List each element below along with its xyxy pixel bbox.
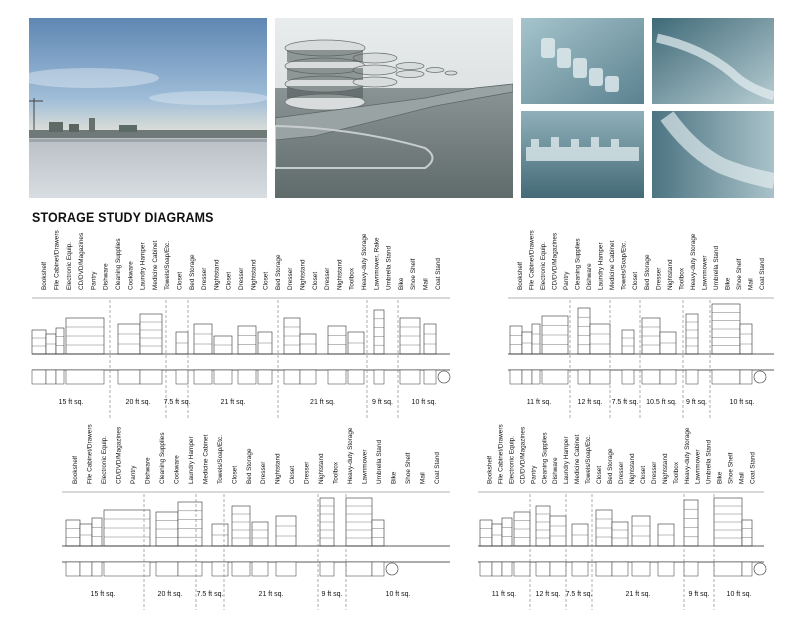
storage-item-label: Dresser bbox=[324, 267, 332, 290]
zone-area-label: 11 ft sq. bbox=[526, 399, 552, 406]
storage-unit-elevation bbox=[502, 518, 512, 546]
storage-item-label: Toolbox bbox=[678, 267, 686, 290]
storage-item-label: Dresser bbox=[287, 267, 295, 290]
storage-item-label: Mail bbox=[419, 472, 427, 484]
storage-item-label: Dresser bbox=[650, 461, 658, 484]
storage-unit-plan bbox=[80, 562, 92, 576]
zone-area-label: 9 ft sq. bbox=[321, 591, 343, 598]
storage-unit-plan bbox=[590, 370, 610, 384]
storage-unit-plan bbox=[612, 562, 628, 576]
storage-unit-elevation bbox=[194, 324, 212, 354]
storage-item-label: Dresser bbox=[303, 461, 311, 484]
storage-item-label: CD/DVD/Magazines bbox=[78, 232, 86, 290]
storage-item-label: Toolbox bbox=[332, 461, 340, 484]
zone-area-label: 10 ft sq. bbox=[729, 399, 755, 406]
storage-unit-plan bbox=[178, 562, 202, 576]
storage-item-label: Heavy-duty Storage bbox=[690, 233, 697, 290]
storage-item-label: Nightstand bbox=[299, 259, 307, 290]
storage-item-label: Laundry Hamper bbox=[597, 242, 605, 290]
storage-item-label: Bookshelf bbox=[486, 455, 494, 484]
storage-item-label: Dresser bbox=[618, 461, 625, 484]
storage-item-label: Nightstand bbox=[336, 259, 344, 290]
storage-item-label: Electronic Equip. bbox=[508, 436, 516, 484]
storage-unit-elevation bbox=[66, 520, 80, 546]
storage-item-label: Closet bbox=[639, 465, 647, 484]
storage-unit-plan bbox=[348, 370, 364, 384]
storage-unit-plan bbox=[374, 370, 384, 384]
storage-unit-plan bbox=[92, 562, 102, 576]
zone-area-label: 21 ft sq. bbox=[625, 591, 651, 598]
storage-item-label: Bed Storage bbox=[607, 448, 614, 484]
storage-item-label: Electronic Equip. bbox=[101, 436, 109, 484]
storage-item-label: Mail bbox=[738, 472, 746, 484]
storage-item-label: Toolbox bbox=[348, 267, 356, 290]
storage-item-label: Coat Stand bbox=[434, 258, 442, 290]
zone-area-label: 9 ft sq. bbox=[688, 591, 710, 598]
storage-unit-plan bbox=[522, 370, 532, 384]
page-title: STORAGE STUDY DIAGRAMS bbox=[32, 210, 214, 225]
storage-unit-plan bbox=[492, 562, 502, 576]
storage-item-label: Cleaning Supplies bbox=[159, 432, 166, 484]
storage-item-label: CD/DVD/Magazines bbox=[551, 232, 559, 290]
storage-unit-plan bbox=[140, 370, 162, 384]
coat-stand-plan bbox=[438, 371, 450, 383]
storage-item-label: Dishware bbox=[586, 263, 593, 290]
storage-item-label: Pantry bbox=[90, 271, 98, 290]
storage-item-label: CD/DVD/Magazines bbox=[115, 426, 123, 484]
storage-unit-elevation bbox=[92, 518, 102, 546]
storage-unit-plan bbox=[104, 562, 150, 576]
storage-item-label: Lawnmower bbox=[361, 449, 369, 484]
storage-unit-elevation bbox=[252, 522, 268, 546]
storage-item-label: Medicine Cabinet bbox=[202, 434, 210, 484]
storage-item-label: Electronic Equip. bbox=[65, 242, 73, 290]
storage-item-label: Bike bbox=[724, 277, 732, 290]
storage-item-label: Bed Storage bbox=[643, 254, 651, 290]
storage-unit-plan bbox=[56, 370, 64, 384]
storage-unit-plan bbox=[632, 562, 650, 576]
storage-item-label: Closet bbox=[289, 465, 297, 484]
storage-unit-plan bbox=[346, 562, 372, 576]
storage-item-label: File Cabinet/Drawers bbox=[86, 424, 94, 484]
storage-item-label: Shoe Shelf bbox=[736, 258, 744, 290]
storage-item-label: File Cabinet/Drawers bbox=[53, 230, 61, 290]
storage-item-label: Medicine Cabinet bbox=[609, 240, 617, 290]
storage-unit-elevation bbox=[578, 308, 590, 354]
storage-unit-elevation bbox=[118, 324, 140, 354]
storage-unit-plan bbox=[596, 562, 612, 576]
storage-item-label: Shoe Shelf bbox=[404, 452, 412, 484]
storage-item-label: Closet bbox=[596, 465, 604, 484]
storage-unit-plan bbox=[532, 370, 540, 384]
storage-unit-elevation bbox=[510, 326, 522, 354]
storage-item-label: Dishware bbox=[144, 457, 152, 484]
storage-unit-plan bbox=[118, 370, 140, 384]
zone-area-label: 7.5 ft sq. bbox=[196, 591, 224, 598]
coat-stand-plan bbox=[754, 563, 766, 575]
storage-item-label: Nightstand bbox=[274, 453, 282, 484]
storage-unit-elevation bbox=[480, 520, 492, 546]
storage-item-label: Heavy-duty Storage bbox=[347, 427, 354, 484]
storage-unit-plan bbox=[714, 562, 742, 576]
zone-area-label: 10 ft sq. bbox=[385, 591, 411, 598]
storage-item-label: Lawnmower bbox=[694, 449, 702, 484]
storage-item-label: Heavy-duty Storage bbox=[683, 427, 691, 484]
storage-item-label: Towels/Soap/Etc. bbox=[620, 240, 628, 290]
storage-unit-plan bbox=[740, 370, 752, 384]
storage-unit-elevation bbox=[424, 324, 436, 354]
storage-unit-elevation bbox=[56, 328, 64, 354]
storage-unit-plan bbox=[660, 370, 676, 384]
storage-item-label: Towels/Soap/Etc. bbox=[585, 434, 593, 484]
storage-unit-plan bbox=[742, 562, 752, 576]
storage-item-label: Bed Storage bbox=[245, 448, 253, 484]
storage-item-label: Mail bbox=[747, 278, 755, 290]
storage-unit-plan bbox=[372, 562, 384, 576]
zone-area-label: 7.5 ft sq. bbox=[611, 399, 639, 406]
storage-item-label: Cleaning Supplies bbox=[115, 238, 122, 290]
storage-item-label: Dishware bbox=[552, 457, 560, 484]
storage-item-label: Cookware bbox=[173, 455, 181, 484]
storage-item-label: Closet bbox=[225, 271, 233, 290]
storage-item-label: Closet bbox=[632, 271, 640, 290]
storage-unit-plan bbox=[328, 370, 346, 384]
storage-item-label: Mail bbox=[422, 278, 430, 290]
storage-unit-plan bbox=[232, 562, 250, 576]
zone-area-label: 21 ft sq. bbox=[220, 399, 246, 406]
storage-unit-plan bbox=[300, 370, 316, 384]
storage-unit-elevation bbox=[742, 520, 752, 546]
storage-item-label: File Cabinet/Drawers bbox=[528, 230, 536, 290]
storage-unit-plan bbox=[686, 370, 698, 384]
storage-unit-elevation bbox=[532, 324, 540, 354]
storage-item-label: Umbrella Stand bbox=[385, 245, 393, 290]
storage-item-label: Laundry Hamper bbox=[563, 436, 571, 484]
storage-item-label: Cleaning Supplies bbox=[541, 432, 549, 484]
storage-unit-plan bbox=[542, 370, 568, 384]
storage-item-label: Coat Stand bbox=[759, 258, 767, 290]
storage-unit-plan bbox=[480, 562, 492, 576]
storage-unit-elevation bbox=[612, 522, 628, 546]
storage-item-label: Towels/Soap/Etc. bbox=[164, 240, 172, 290]
storage-unit-elevation bbox=[622, 330, 634, 354]
storage-unit-plan bbox=[712, 370, 740, 384]
storage-unit-elevation bbox=[178, 502, 202, 546]
zone-area-label: 11 ft sq. bbox=[491, 591, 517, 598]
storage-item-label: Dresser bbox=[201, 267, 209, 290]
storage-unit-plan bbox=[194, 370, 212, 384]
storage-unit-plan bbox=[238, 370, 256, 384]
storage-unit-plan bbox=[658, 562, 674, 576]
storage-unit-plan bbox=[258, 370, 272, 384]
coat-stand-plan bbox=[386, 563, 398, 575]
storage-item-label: Lawnmower bbox=[701, 255, 709, 290]
diagram-bottom-left bbox=[62, 424, 450, 610]
zone-area-label: 20 ft sq. bbox=[157, 591, 183, 598]
zone-area-label: 9 ft sq. bbox=[685, 399, 708, 406]
zone-area-label: 20 ft sq. bbox=[125, 399, 151, 406]
storage-unit-plan bbox=[320, 562, 334, 576]
storage-item-label: Nightstand bbox=[213, 259, 221, 290]
storage-unit-elevation bbox=[536, 506, 550, 546]
storage-item-label: Towels/Soap/Etc. bbox=[216, 434, 224, 484]
diagram-top-left bbox=[32, 230, 450, 418]
storage-unit-elevation bbox=[632, 516, 650, 546]
storage-unit-elevation bbox=[374, 310, 384, 354]
storage-item-label: Heavy-duty Storage bbox=[361, 233, 368, 290]
zone-area-label: 15 ft sq. bbox=[58, 399, 84, 406]
storage-unit-elevation bbox=[32, 330, 46, 354]
storage-item-label: Cookware bbox=[127, 261, 135, 290]
storage-unit-plan bbox=[66, 370, 104, 384]
storage-unit-plan bbox=[502, 562, 512, 576]
storage-unit-plan bbox=[572, 562, 588, 576]
storage-item-label: Bed Storage bbox=[188, 254, 196, 290]
storage-unit-plan bbox=[424, 370, 436, 384]
storage-unit-elevation bbox=[372, 520, 384, 546]
storage-item-label: Dishware bbox=[102, 263, 110, 290]
storage-unit-plan bbox=[622, 370, 634, 384]
storage-unit-elevation bbox=[590, 324, 610, 354]
diagram-bottom-right bbox=[478, 424, 766, 610]
storage-unit-elevation bbox=[328, 326, 346, 354]
storage-item-label: Shoe Shelf bbox=[410, 258, 418, 290]
storage-item-label: Nightstand bbox=[250, 259, 258, 290]
storage-item-label: Coat Stand bbox=[749, 452, 757, 484]
storage-unit-plan bbox=[32, 370, 46, 384]
storage-unit-plan bbox=[156, 562, 178, 576]
storage-item-label: Pantry bbox=[530, 465, 538, 484]
storage-item-label: Bookshelf bbox=[72, 455, 80, 484]
storage-item-label: Umbrella Stand bbox=[705, 439, 713, 484]
storage-item-label: CD/DVD/Magazines bbox=[519, 426, 527, 484]
storage-item-label: Medicine Cabinet bbox=[574, 434, 582, 484]
storage-unit-elevation bbox=[684, 500, 698, 546]
storage-item-label: Dresser bbox=[260, 461, 268, 484]
storage-item-label: Nightstand bbox=[629, 453, 636, 484]
storage-item-label: Closet bbox=[176, 271, 184, 290]
zone-area-label: 12 ft sq. bbox=[577, 399, 603, 406]
storage-item-label: Dresser bbox=[238, 267, 245, 290]
storage-item-label: File Cabinet/Drawers bbox=[497, 424, 505, 484]
zone-area-label: 10.5 ft sq. bbox=[646, 399, 677, 406]
storage-unit-plan bbox=[510, 370, 522, 384]
storage-unit-plan bbox=[46, 370, 56, 384]
storage-unit-plan bbox=[578, 370, 590, 384]
zone-area-label: 7.5 ft sq. bbox=[565, 591, 593, 598]
coat-stand-plan bbox=[754, 371, 766, 383]
zone-area-label: 9 ft sq. bbox=[371, 399, 394, 406]
storage-item-label: Umbrella Stand bbox=[375, 439, 383, 484]
storage-unit-plan bbox=[550, 562, 566, 576]
storage-item-label: Coat Stand bbox=[433, 452, 441, 484]
storage-unit-plan bbox=[642, 370, 660, 384]
storage-unit-elevation bbox=[740, 324, 752, 354]
storage-item-label: Bookshelf bbox=[41, 261, 49, 290]
zone-area-label: 21 ft sq. bbox=[258, 591, 284, 598]
storage-item-label: Laundry Hamper bbox=[187, 436, 195, 484]
zone-area-label: 12 ft sq. bbox=[535, 591, 561, 598]
storage-unit-plan bbox=[536, 562, 550, 576]
storage-unit-plan bbox=[276, 562, 296, 576]
storage-unit-elevation bbox=[686, 314, 698, 354]
storage-unit-elevation bbox=[140, 314, 162, 354]
storage-item-label: Nightstand bbox=[666, 259, 674, 290]
storage-item-label: Shoe Shelf bbox=[727, 452, 735, 484]
storage-unit-plan bbox=[252, 562, 268, 576]
storage-item-label: Laundry Hamper bbox=[139, 242, 147, 290]
storage-item-label: Toolbox bbox=[672, 461, 680, 484]
zone-area-label: 15 ft sq. bbox=[90, 591, 116, 598]
storage-item-label: Pantry bbox=[130, 465, 138, 484]
zone-area-label: 21 ft sq. bbox=[310, 399, 335, 406]
zone-area-label: 10 ft sq. bbox=[411, 399, 437, 406]
storage-item-label: Bike bbox=[397, 277, 405, 290]
storage-item-label: Cleaning Supplies bbox=[574, 238, 582, 290]
storage-item-label: Electronic Equip. bbox=[539, 242, 547, 290]
zone-area-label: 7.5 ft sq. bbox=[163, 399, 191, 406]
storage-unit-plan bbox=[514, 562, 530, 576]
storage-item-label: Nightstand bbox=[661, 453, 669, 484]
storage-item-label: Umbrella Stand bbox=[713, 245, 720, 290]
storage-unit-elevation bbox=[232, 506, 250, 546]
storage-item-label: Pantry bbox=[563, 271, 570, 290]
storage-item-label: Bed Storage bbox=[274, 254, 282, 290]
diagram-top-right bbox=[508, 230, 774, 418]
storage-item-label: Nightstand bbox=[318, 453, 326, 484]
storage-unit-plan bbox=[214, 370, 232, 384]
zone-area-label: 10 ft sq. bbox=[726, 591, 752, 598]
storage-item-label: Dresser bbox=[655, 267, 663, 290]
storage-unit-elevation bbox=[550, 516, 566, 546]
storage-item-label: Closet bbox=[311, 271, 319, 290]
storage-item-label: Bike bbox=[390, 471, 398, 484]
storage-item-label: Lawnmower, Rake bbox=[373, 237, 381, 290]
storage-item-label: Medicine Cabinet bbox=[151, 240, 159, 290]
storage-unit-plan bbox=[66, 562, 80, 576]
storage-unit-plan bbox=[684, 562, 698, 576]
storage-item-label: Closet bbox=[231, 465, 239, 484]
storage-item-label: Bookshelf bbox=[516, 261, 524, 290]
storage-unit-plan bbox=[284, 370, 300, 384]
storage-unit-elevation bbox=[238, 326, 256, 354]
storage-item-label: Bike bbox=[716, 471, 724, 484]
storage-unit-plan bbox=[176, 370, 188, 384]
storage-unit-elevation bbox=[276, 516, 296, 546]
storage-item-label: Closet bbox=[262, 271, 270, 290]
storage-unit-plan bbox=[212, 562, 228, 576]
storage-unit-plan bbox=[400, 370, 420, 384]
